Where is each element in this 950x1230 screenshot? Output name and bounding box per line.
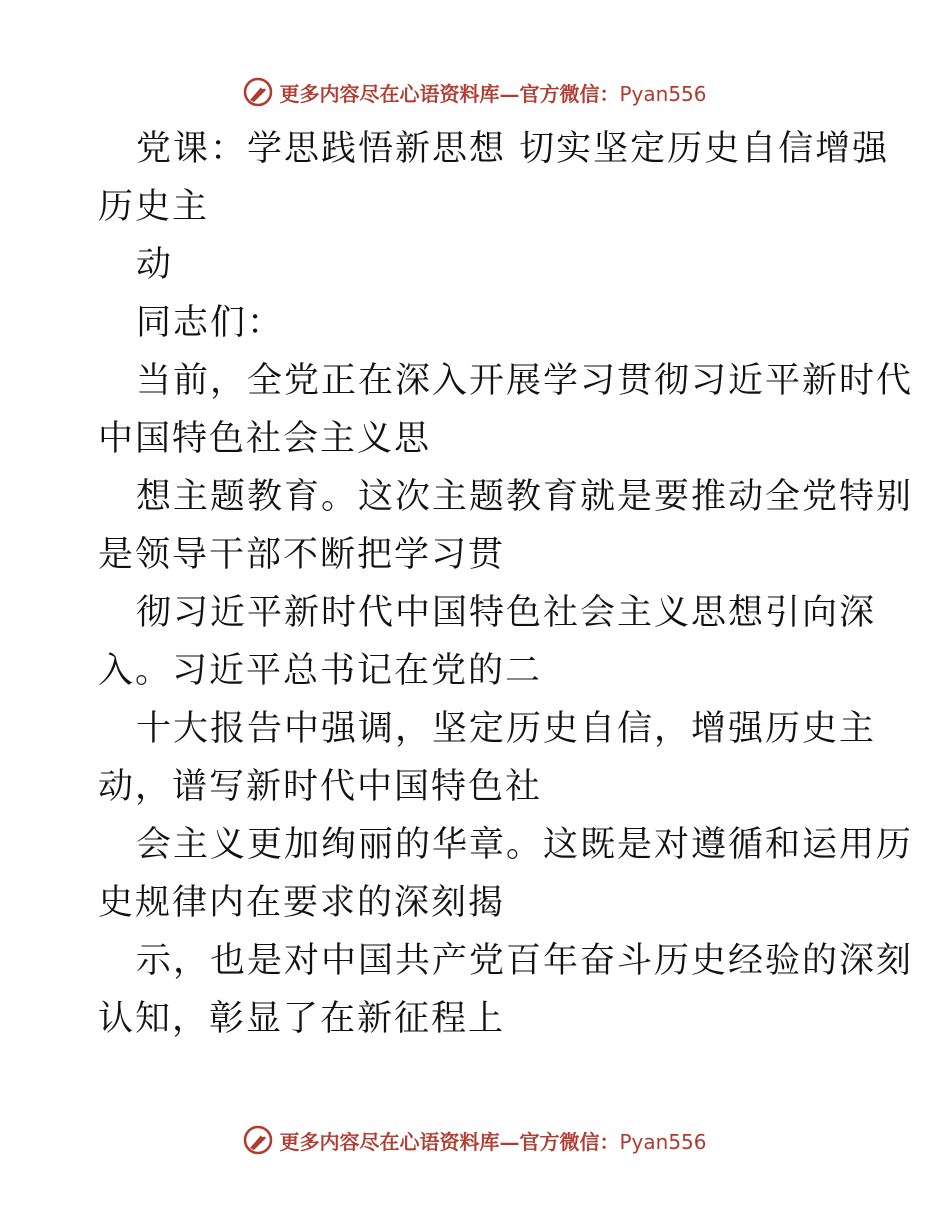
- banner-label: 更多内容尽在心语资料库—官方微信：: [279, 81, 620, 106]
- paragraph-line: 当前，全党正在深入开展学习贯彻习近平新时代: [136, 361, 914, 401]
- wechat-id: Pyan556: [619, 81, 707, 106]
- paragraph-line: 认知，彰显了在新征程上: [98, 999, 506, 1039]
- paragraph-line: 示，也是对中国共产党百年奋斗历史经验的深刻: [136, 941, 914, 981]
- paragraph-line: 想主题教育。这次主题教育就是要推动全党特别: [136, 477, 914, 517]
- paragraph-line: 会主义更加绚丽的华章。这既是对遵循和运用历: [136, 825, 914, 865]
- paragraph-line: 入。习近平总书记在党的二: [98, 651, 543, 691]
- paragraph-line: 历史主: [98, 187, 210, 227]
- footer-banner: [0, 1120, 950, 1160]
- header-banner: [0, 72, 950, 112]
- paragraph-line: 动: [136, 245, 174, 285]
- paragraph-line: 中国特色社会主义思: [98, 419, 432, 459]
- paragraph-line: 动，谱写新时代中国特色社: [98, 767, 543, 807]
- banner-text: [279, 78, 706, 107]
- paragraph-line: 同志们：: [136, 303, 285, 343]
- banner-text: [279, 1126, 706, 1155]
- pen-nib-logo-icon: [243, 1125, 273, 1155]
- paragraph-line: 是领导干部不断把学习贯: [98, 535, 506, 575]
- wechat-id: Pyan556: [619, 1129, 707, 1154]
- document-body: [98, 120, 914, 1048]
- paragraph-line: 彻习近平新时代中国特色社会主义思想引向深: [136, 593, 877, 633]
- paragraph-line: 史规律内在要求的深刻揭: [98, 883, 506, 923]
- paragraph-line: 党课：学思践悟新思想 切实坚定历史自信增强: [136, 129, 890, 169]
- pen-nib-logo-icon: [243, 77, 273, 107]
- paragraph-line: 十大报告中强调，坚定历史自信，增强历史主: [136, 709, 877, 749]
- banner-label: 更多内容尽在心语资料库—官方微信：: [279, 1129, 620, 1154]
